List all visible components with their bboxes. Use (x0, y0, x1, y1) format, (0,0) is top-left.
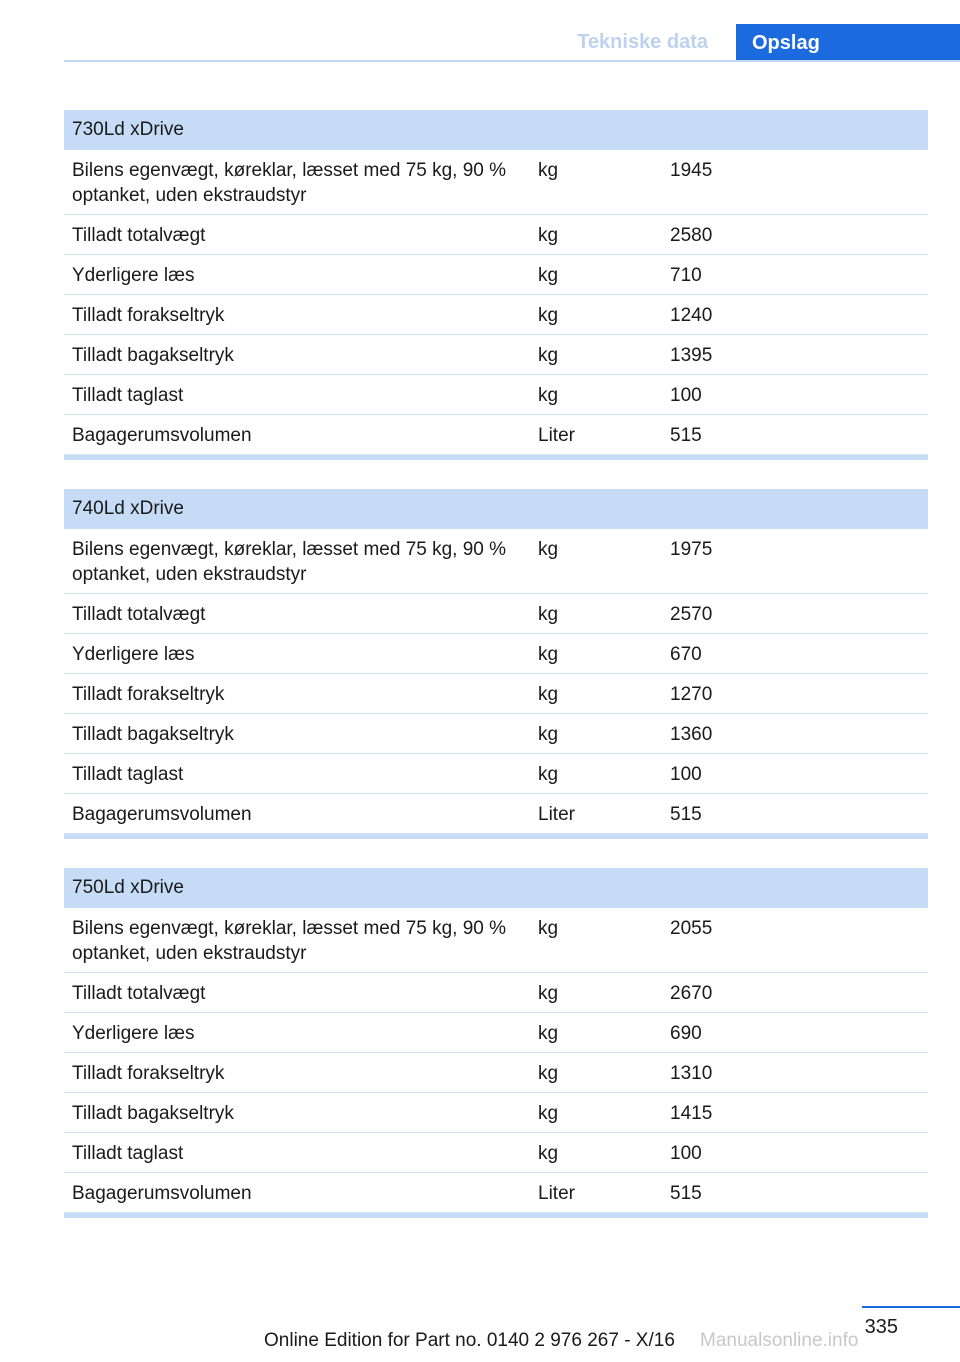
row-unit: kg (538, 539, 559, 560)
row-label: Tilladt totalvægt (72, 225, 206, 246)
row-label: Yderligere læs (72, 1023, 195, 1044)
row-label: Yderligere læs (72, 644, 195, 665)
row-value: 1270 (670, 684, 713, 705)
row-unit: kg (538, 764, 559, 785)
row-value: 100 (670, 764, 702, 785)
spec-table-750ld (64, 868, 928, 1218)
row-label: Tilladt bagakseltryk (72, 1103, 234, 1124)
spec-table-730ld (64, 110, 928, 460)
spec-table-740ld (64, 489, 928, 839)
table-row (64, 529, 928, 594)
row-unit: kg (538, 644, 559, 665)
table-row (64, 150, 928, 215)
row-value: 2580 (670, 225, 713, 246)
row-value: 515 (670, 804, 702, 825)
page-number: 335 (864, 1316, 898, 1338)
row-label: Tilladt bagakseltryk (72, 724, 234, 745)
row-value: 710 (670, 265, 702, 286)
table-row (64, 295, 928, 335)
table-row (64, 594, 928, 634)
watermark: Manualsonline.info (700, 1330, 859, 1351)
row-value: 100 (670, 1143, 702, 1164)
table-row (64, 634, 928, 674)
row-label: Tilladt taglast (72, 1143, 184, 1164)
row-label: Tilladt forakseltryk (72, 1063, 225, 1084)
table-row (64, 714, 928, 754)
row-unit: Liter (538, 804, 575, 825)
table-bottom-rule (64, 455, 928, 460)
row-unit: kg (538, 385, 559, 406)
table-row (64, 973, 928, 1013)
edition-note: Online Edition for Part no. 0140 2 976 267 - X/16 (264, 1330, 675, 1351)
row-label: Tilladt taglast (72, 385, 184, 406)
row-value: 690 (670, 1023, 702, 1044)
row-value: 1395 (670, 345, 713, 366)
row-unit: kg (538, 684, 559, 705)
table-title: 730Ld xDrive (64, 110, 928, 150)
row-unit: kg (538, 1103, 559, 1124)
header-tab: Opslag (736, 24, 960, 62)
row-value: 670 (670, 644, 702, 665)
row-label: Tilladt taglast (72, 764, 184, 785)
row-label: Tilladt totalvægt (72, 604, 206, 625)
table-row (64, 1173, 928, 1213)
row-unit: Liter (538, 1183, 575, 1204)
row-label: Bilens egenvægt, køreklar, læsset med 75 kg, 90 % optanket, uden ekstraudstyr (72, 160, 507, 206)
row-value: 2055 (670, 918, 713, 939)
row-unit: kg (538, 160, 559, 181)
row-label: Tilladt bagakseltryk (72, 345, 234, 366)
table-row (64, 415, 928, 455)
table-bottom-rule (64, 834, 928, 839)
row-unit: kg (538, 1143, 559, 1164)
table-row (64, 375, 928, 415)
row-unit: kg (538, 265, 559, 286)
row-unit: kg (538, 918, 559, 939)
table-row (64, 908, 928, 973)
row-value: 2670 (670, 983, 713, 1004)
row-label: Bagagerumsvolumen (72, 1183, 252, 1204)
row-value: 1415 (670, 1103, 713, 1124)
row-label: Bilens egenvægt, køreklar, læsset med 75 kg, 90 % optanket, uden ekstraudstyr (72, 918, 507, 964)
row-unit: kg (538, 724, 559, 745)
row-unit: kg (538, 345, 559, 366)
table-row (64, 335, 928, 375)
row-value: 515 (670, 425, 702, 446)
table-row (64, 794, 928, 834)
table-row (64, 215, 928, 255)
header-divider (64, 60, 960, 62)
table-row (64, 255, 928, 295)
table-row (64, 674, 928, 714)
footer-divider (862, 1306, 960, 1308)
table-row (64, 1053, 928, 1093)
row-label: Bilens egenvægt, køreklar, læsset med 75 kg, 90 % optanket, uden ekstraudstyr (72, 539, 507, 585)
row-label: Bagagerumsvolumen (72, 804, 252, 825)
table-row (64, 1013, 928, 1053)
row-unit: kg (538, 305, 559, 326)
row-value: 515 (670, 1183, 702, 1204)
row-label: Yderligere læs (72, 265, 195, 286)
row-value: 100 (670, 385, 702, 406)
row-label: Bagagerumsvolumen (72, 425, 252, 446)
table-row (64, 1133, 928, 1173)
header-section-title: Tekniske data (577, 31, 708, 53)
row-value: 1945 (670, 160, 713, 181)
page-header (0, 24, 960, 62)
row-label: Tilladt totalvægt (72, 983, 206, 1004)
row-unit: kg (538, 604, 559, 625)
row-label: Tilladt forakseltryk (72, 684, 225, 705)
row-unit: kg (538, 983, 559, 1004)
row-value: 1240 (670, 305, 713, 326)
row-value: 1360 (670, 724, 713, 745)
table-row (64, 754, 928, 794)
row-unit: kg (538, 1023, 559, 1044)
row-label: Tilladt forakseltryk (72, 305, 225, 326)
table-row (64, 1093, 928, 1133)
table-title: 740Ld xDrive (64, 489, 928, 529)
row-value: 1975 (670, 539, 713, 560)
table-bottom-rule (64, 1213, 928, 1218)
row-unit: kg (538, 1063, 559, 1084)
table-title: 750Ld xDrive (64, 868, 928, 908)
row-unit: kg (538, 225, 559, 246)
row-value: 2570 (670, 604, 713, 625)
row-value: 1310 (670, 1063, 713, 1084)
row-unit: Liter (538, 425, 575, 446)
